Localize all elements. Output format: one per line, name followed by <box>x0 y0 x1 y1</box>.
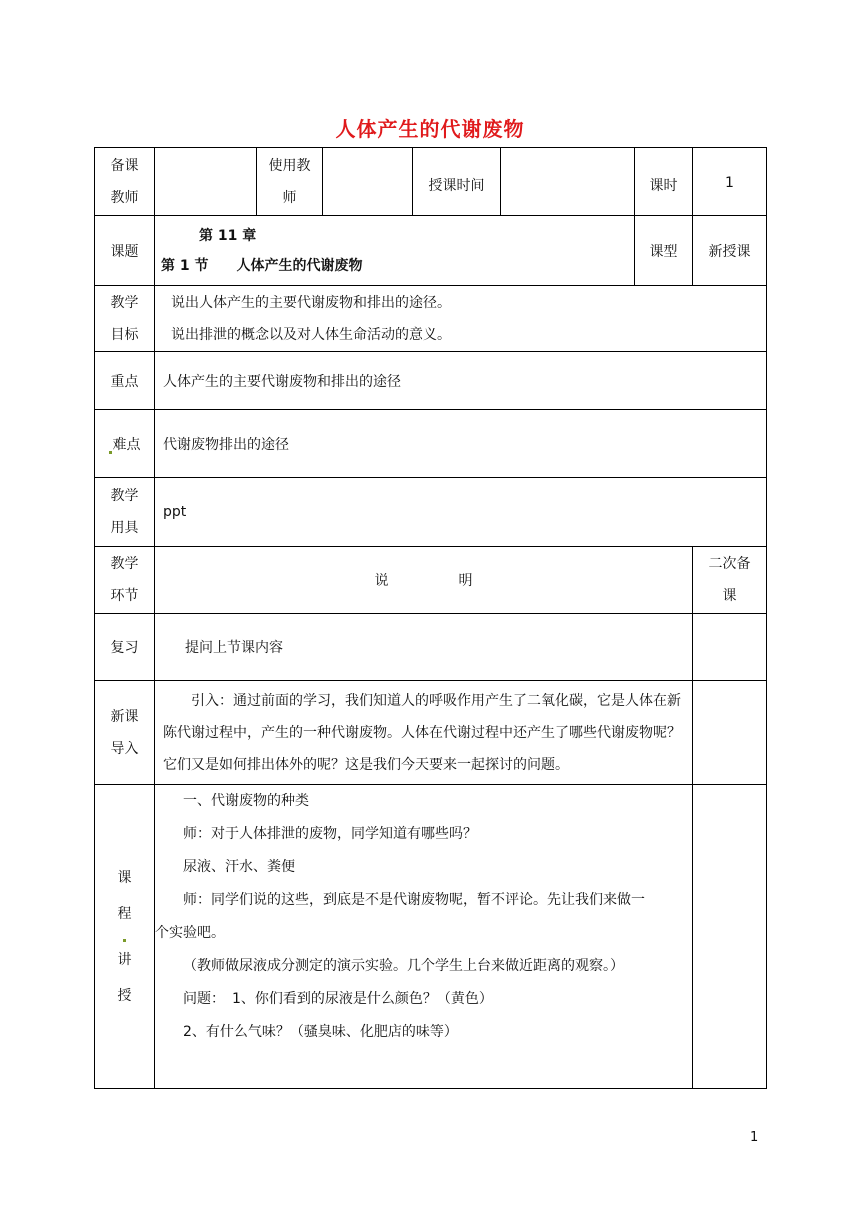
difficulty-row <box>95 410 767 478</box>
intro-text-cell <box>155 681 693 785</box>
goals-label: 教学 目标 <box>95 286 155 352</box>
mark-dot <box>109 451 112 454</box>
key-point-row <box>95 352 767 410</box>
use-teacher-value <box>323 148 413 216</box>
lecture-label: 课 程 讲 授 <box>95 785 155 1089</box>
goals-row <box>95 286 767 352</box>
lecture-line-8: 2、有什么气味？（骚臭味、化肥店的味等） <box>183 1024 458 1040</box>
topic-value <box>155 216 635 286</box>
lecture-line-3: 尿液、汗水、粪便 <box>183 859 295 875</box>
stage-desc-header: 说 明 <box>155 547 693 614</box>
lecture-line-2: 师：对于人体排泄的废物，同学知道有哪些吗？ <box>183 826 477 842</box>
intro-text: 引入：通过前面的学习，我们知道人的呼吸作用产生了二氧化碳，它是人体在新陈代谢过程中，产生的一种代谢废物。人体在代谢过程中还产生了哪些代谢废物呢？它们又是如何排出体外的呢？这是我们今天要来一起探讨的问题。 <box>163 692 681 773</box>
use-teacher-label: 使用教 师 <box>257 148 323 216</box>
intro-label: 新课 导入 <box>95 681 155 785</box>
difficulty-text: 代谢废物排出的途径 <box>155 410 767 478</box>
prep-teacher-label: 备课 教师 <box>95 148 155 216</box>
topic-row <box>95 216 767 286</box>
lesson-plan-table <box>94 147 767 1089</box>
time-label: 授课时间 <box>413 148 501 216</box>
lecture-second-prep <box>693 785 767 1089</box>
lecture-line-7: 问题： 1、你们看到的尿液是什么颜色？（黄色） <box>183 991 493 1007</box>
review-label: 复习 <box>95 614 155 681</box>
second-prep-label: 二次备 课 <box>693 547 767 614</box>
time-value <box>501 148 635 216</box>
tools-row <box>95 478 767 547</box>
lecture-line-1: 一、代谢废物的种类 <box>183 793 309 809</box>
period-value: 1 <box>693 148 767 216</box>
tools-label: 教学 用具 <box>95 478 155 547</box>
document-title: 人体产生的代谢废物 <box>335 117 525 141</box>
page-number: 1 <box>750 1130 759 1145</box>
goal-line-2: 说出排泄的概念以及对人体生命活动的意义。 <box>171 326 451 343</box>
topic-label: 课题 <box>95 216 155 286</box>
stage-label: 教学 环节 <box>95 547 155 614</box>
difficulty-label: 难点 <box>95 410 155 478</box>
lecture-line-4: 师：同学们说的这些，到底是不是代谢废物呢，暂不评论。先让我们来做一 <box>183 892 645 908</box>
lecture-line-5: 个实验吧。 <box>155 925 225 941</box>
key-point-label: 重点 <box>95 352 155 410</box>
topic-chapter: 第 11 章 <box>199 227 257 244</box>
type-value: 新授课 <box>693 216 767 286</box>
review-text: 提问上节课内容 <box>155 614 693 681</box>
header-row <box>95 148 767 216</box>
lecture-content <box>155 785 693 1089</box>
type-label: 课型 <box>635 216 693 286</box>
goals-text <box>155 286 767 352</box>
prep-teacher-value <box>155 148 257 216</box>
review-row <box>95 614 767 681</box>
period-label: 课时 <box>635 148 693 216</box>
intro-second-prep <box>693 681 767 785</box>
goal-line-1: 说出人体产生的主要代谢废物和排出的途径。 <box>171 294 451 311</box>
lecture-row <box>95 785 767 1089</box>
lecture-line-6: （教师做尿液成分测定的演示实验。几个学生上台来做近距离的观察。） <box>183 958 624 974</box>
review-second-prep <box>693 614 767 681</box>
intro-row <box>95 681 767 785</box>
tools-text: ppt <box>155 478 767 547</box>
topic-section: 第 1 节 人体产生的代谢废物 <box>161 257 363 274</box>
key-point-text: 人体产生的主要代谢废物和排出的途径 <box>155 352 767 410</box>
stage-header-row <box>95 547 767 614</box>
